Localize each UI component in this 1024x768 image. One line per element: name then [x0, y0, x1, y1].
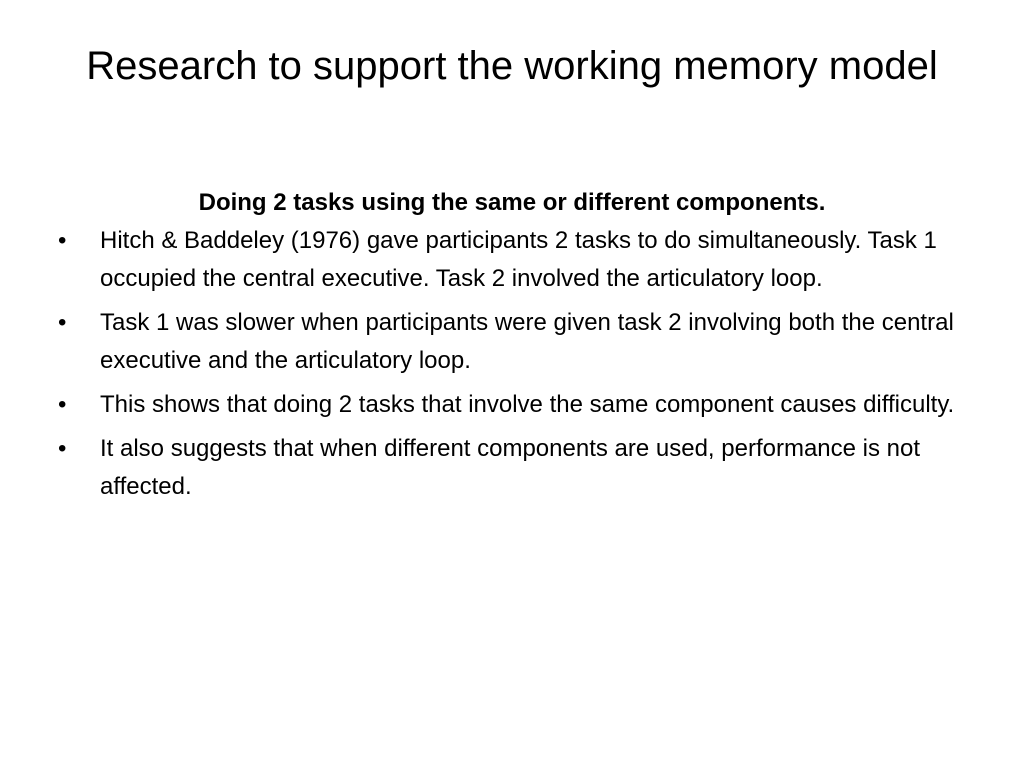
bullet-item: [52, 304, 972, 380]
bullet-list: [52, 222, 972, 506]
bullet-point-icon: •: [58, 391, 67, 418]
bullet-text: This shows that doing 2 tasks that involve the same component causes difficulty.: [100, 391, 955, 418]
bullet-text: Task 1 was slower when participants were given task 2 involving both the central executive and the articulatory loop.: [100, 309, 954, 374]
slide-body: [52, 184, 972, 512]
bullet-item: [52, 222, 972, 298]
slide-subheading: Doing 2 tasks using the same or different components.: [198, 189, 826, 216]
bullet-point-icon: •: [58, 309, 67, 336]
slide-title: Research to support the working memory model: [86, 44, 938, 88]
bullet-text: It also suggests that when different components are used, performance is not affected.: [100, 435, 921, 500]
bullet-item: [52, 430, 972, 506]
bullet-point-icon: •: [58, 227, 67, 254]
bullet-point-icon: •: [58, 435, 67, 462]
bullet-item: [52, 386, 972, 424]
bullet-text: Hitch & Baddeley (1976) gave participants 2 tasks to do simultaneously. Task 1 occupied the central executive. Task 2 involved the articulatory loop.: [100, 227, 937, 292]
